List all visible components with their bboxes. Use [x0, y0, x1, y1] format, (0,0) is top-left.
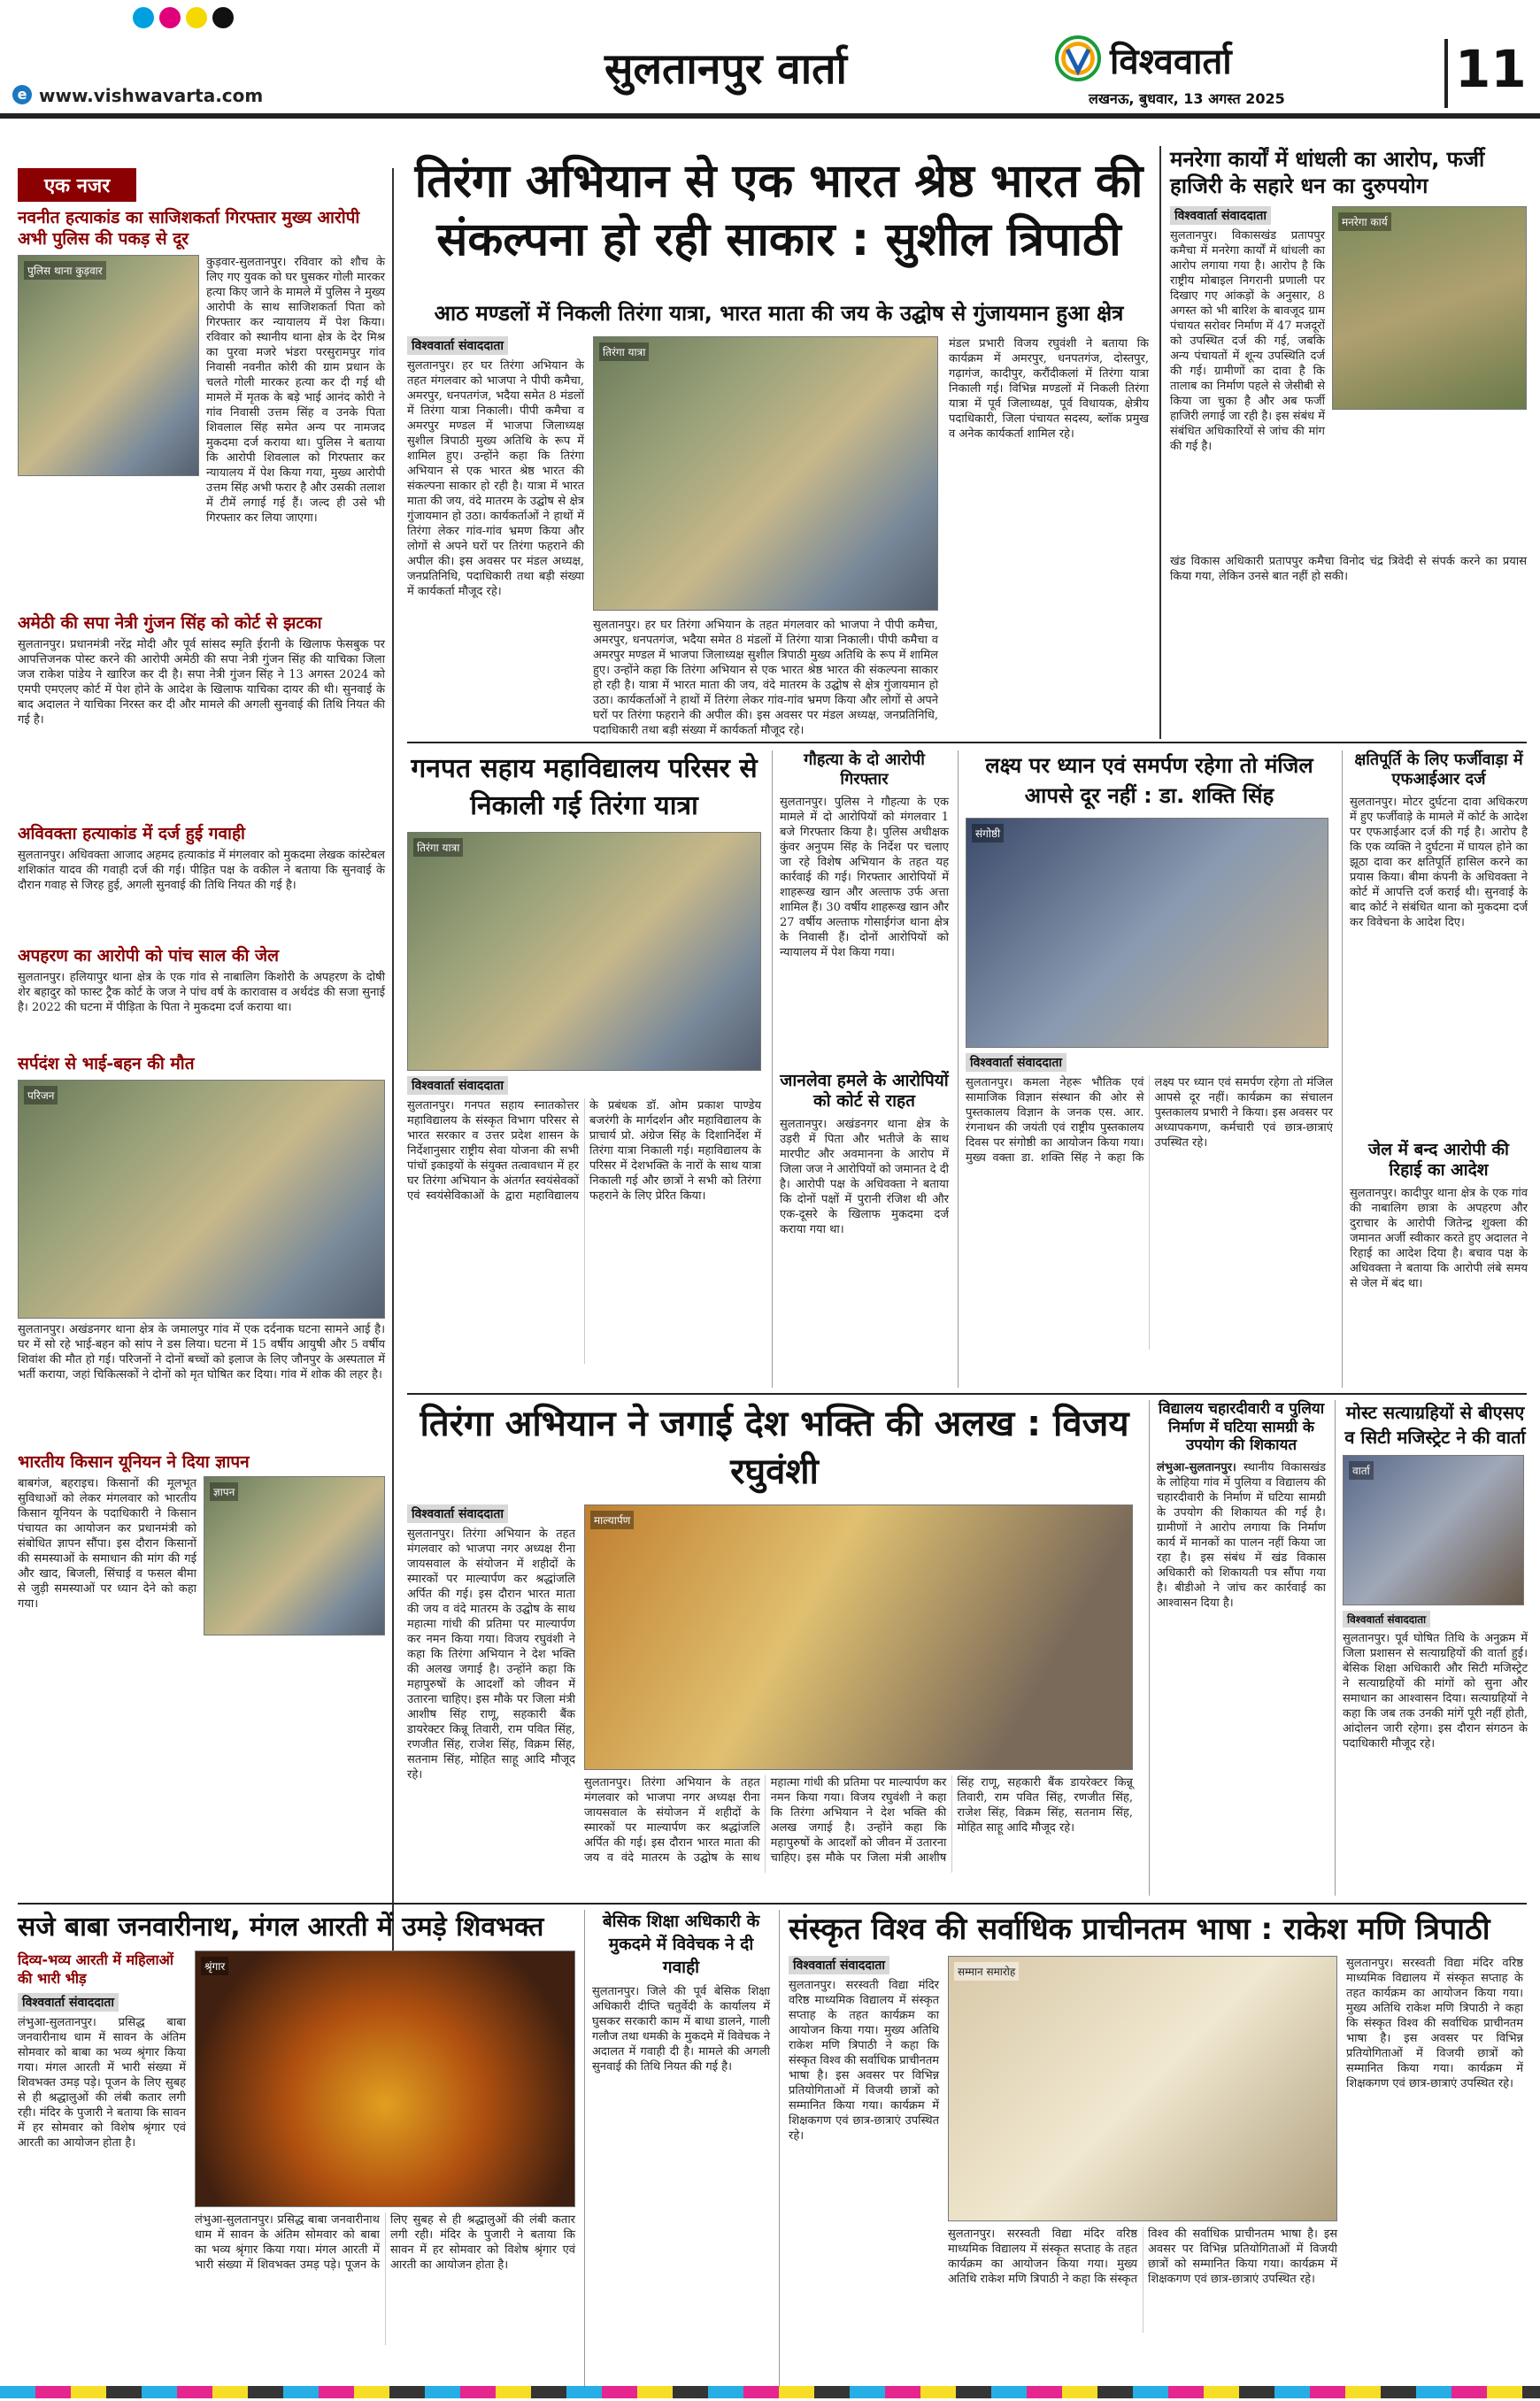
page-number: 11 [1455, 39, 1527, 99]
raghuvanshi-body: सुलतानपुर। तिरंगा अभियान के तहत मंगलवार को भाजपा नगर अध्यक्ष रीना जायसवाल के संयोजन में शहीदों के स्मारकों पर माल्यार्पण कर श्रद्धांजलि अर्पित की गई। इस दौरान भारत माता की जय व वंदे मातरम के उद्घोष के साथ महात्मा गांधी की प्रतिमा पर माल्यार्पण कर नमन किया गया। विजय रघुवंशी ने कहा कि तिरंगा अभियान ने देश भक्ति की अलख जगाई है। उन्होंने कहा कि महापुरुषों के आदर्शों को जीवन में उतारना चाहिए। इस मौके पर जिला मंत्री आशीष सिंह राणू, सहकारी बैंक डायरेक्टर किन्नू तिवारी, राम पवित सिंह, रणजीत सिंह, राजेश सिंह, विक्रम सिंह, सतनाम सिंह, मोहित साहू आदि मौजूद रहे। [407, 1528, 575, 1782]
story-advocate-headline: अविवक्ता हत्याकांड में दर्ज हुई गवाही [18, 824, 245, 843]
paper-name: विश्ववार्ता [1110, 41, 1232, 82]
story-kisan-photo [204, 1476, 385, 1635]
photo-caption: पुलिस थाना कुड़वार [24, 261, 106, 280]
registration-mark-magenta [159, 7, 181, 28]
masthead-rule [0, 113, 1540, 119]
kshatipurti-headline: क्षतिपूर्ति के लिए फर्जीवाड़ा में एफआईआर दर्ज [1354, 750, 1523, 789]
vidyalay-dateline: लंभुआ-सुलतानपुर। [1157, 1461, 1236, 1475]
manrega-photo [1332, 206, 1527, 410]
vidyalay-body: स्थानीय विकासखंड के लोहिया गांव में पुलिया व विद्यालय की चहारदीवारी के निर्माण में घटिया सामग्री के उपयोग की शिकायत की गई है। ग्रामीणों ने आरोप लगाया कि निर्माण कार्य में मानकों का पालन नहीं किया जा रहा है। इस संबंध में खंड विकास अधिकारी को शिकायती पत्र सौंपा गया है। बीडीओ ने जांच कर कार्रवाई का आश्वासन दिया है। [1157, 1461, 1326, 1611]
lead-headline: तिरंगा अभियान से एक भारत श्रेष्ठ भारत की संकल्पना हो रही साकार : सुशील त्रिपाठी [414, 155, 1143, 266]
shakti-byline: विश्ववार्ता संवाददाता [966, 1053, 1066, 1072]
shakti-photo [966, 818, 1328, 1048]
raghuvanshi-headline: तिरंगा अभियान ने जगाई देश भक्ति की अलख : विजय रघुवंशी [420, 1404, 1129, 1492]
lead-body-col1: सुलतानपुर। हर घर तिरंगा अभियान के तहत मंगलवार को भाजपा ने पीपी कमैचा, अमरपुर, धनपतगंज, भदैया समेत 8 मंडलों में तिरंगा यात्रा निकाली। पीपी कमैचा व अमरपुर मण्डल में भाजपा जिलाध्यक्ष सुशील त्रिपाठी मुख्य अतिथि के रूप में शामिल हुए। उन्होंने कहा कि तिरंगा अभियान से एक भारत श्रेष्ठ भारत की संकल्पना साकार हो रही है। यात्रा में भारत माता की जय, वंदे मातरम के उद्घोष से क्षेत्र गुंजायमान हो उठा। कार्यकर्ताओं ने हाथों में तिरंगा लेकर गांव-गांव भ्रमण किया और लोगों से अपने घरों पर तिरंगा फहराने की अपील की। इस अवसर पर मंडल अध्यक्ष, जनप्रतिनिधि, पदाधिकारी तथा बड़ी संख्या में कार्यकर्ता मौजूद रहे। [407, 359, 584, 598]
janleva-headline: जानलेवा हमले के आरोपियों को कोर्ट से राहत [780, 1070, 949, 1112]
lead-body-col3: मंडल प्रभारी विजय रघुवंशी ने बताया कि कार्यक्रम में अमरपुर, धनपतगंज, दोस्तपुर, गढ़ागंज, कादीपुर, करौंदीकलां में तिरंगा यात्रा निकाली गई। विभिन्न मण्डलों में निकली तिरंगा यात्रा में पूर्व जिलाध्यक्ष, पूर्व विधायक, क्षेत्रीय पदाधिकारी, जिला पंचायत सदस्य, ब्लॉक प्रमुख व अनेक कार्यकर्ता शामिल रहे। [949, 337, 1149, 441]
registration-mark-black [212, 7, 234, 28]
bsa-headline: बेसिक शिक्षा अधिकारी के मुकदमे में विवेचक ने दी गवाही [602, 1912, 760, 1977]
raghuvanshi-body-below: सुलतानपुर। तिरंगा अभियान के तहत मंगलवार को भाजपा नगर अध्यक्ष रीना जायसवाल के संयोजन में शहीदों के स्मारकों पर माल्यार्पण कर श्रद्धांजलि अर्पित की गई। इस दौरान भारत माता की जय व वंदे मातरम के उद्घोष के साथ महात्मा गांधी की प्रतिमा पर माल्यार्पण कर नमन किया गया। विजय रघुवंशी ने कहा कि तिरंगा अभियान ने देश भक्ति की अलख जगाई है। उन्होंने कहा कि महापुरुषों के आदर्शों को जीवन में उतारना चाहिए। इस मौके पर जिला मंत्री आशीष सिंह राणू, सहकारी बैंक डायरेक्टर किन्नू तिवारी, राम पवित सिंह, रणजीत सिंह, राजेश सिंह, विक्रम सिंह, सतनाम सिंह, मोहित साहू आदि मौजूद रहे। [584, 1776, 1133, 1865]
registration-mark-yellow [186, 7, 207, 28]
photo-caption: तिरंगा यात्रा [599, 342, 649, 361]
color-bar [0, 2386, 1540, 2398]
story-shakti [958, 750, 1333, 1388]
vidyalay-body-prefix [1157, 1460, 1326, 1867]
website-icon: e [12, 85, 32, 104]
photo-caption: सम्मान समारोह [954, 1962, 1019, 1981]
photo-caption: माल्यार्पण [590, 1511, 634, 1529]
gauhatya-body: सुलतानपुर। पुलिस ने गौहत्या के एक मामले में दो आरोपियों को मंगलवार 1 बजे गिरफ्तार किया है। पुलिस अधीक्षक कुंवर अनुपम सिंह के निर्देश पर चलाए जा रहे विशेष अभियान के तहत यह कार्रवाई की गई। गिरफ्तार आरोपियों में शाहरूख खान और अल्ताफ उर्फ अत्ता शामिल हैं। 30 वर्षीय शाहरूख खान और 27 वर्षीय अल्ताफ गोसाईगंज थाना क्षेत्र के निवासी हैं। दोनों आरोपियों को न्यायालय में पेश किया गया। [780, 795, 949, 959]
ganpat-headline: गनपत सहाय महाविद्यालय परिसर से निकाली गई तिरंगा यात्रा [411, 753, 758, 821]
gauhatya-headline: गौहत्या के दो आरोपी गिरफ्तार [804, 750, 925, 789]
manrega-footer: खंड विकास अधिकारी प्रतापपुर कमैचा विनोद चंद्र त्रिवेदी से संपर्क करने का प्रयास किया गया, लेकिन उनसे बात नहीं हो सकी। [1170, 555, 1527, 583]
story-gunjan-headline: अमेठी की सपा नेत्री गुंजन सिंह को कोर्ट से झटका [18, 613, 322, 633]
website-link[interactable]: www.vishwavarta.com [39, 85, 264, 106]
photo-caption: ज्ञापन [210, 1482, 238, 1501]
section-divider [18, 1903, 1527, 1905]
story-kisan-headline: भारतीय किसान यूनियन ने दिया ज्ञापन [18, 1452, 250, 1472]
left-column-header: एक नजर [18, 168, 136, 202]
baba-body-below: लंभुआ-सुलतानपुर। प्रसिद्ध बाबा जनवारीनाथ धाम में सावन के अंतिम सोमवार को बाबा का भव्य श्रृंगार किया गया। मंगल आरती में भारी संख्या में शिवभक्त उमड़ पड़े। पूजन के लिए सुबह से ही श्रद्धालुओं की लंबी कतार लगी रही। मंदिर के पुजारी ने बताया कि सावन में हर सोमवार को विशेष श्रृंगार एवं आरती का आयोजन होता है। [195, 2213, 575, 2272]
sanskrit-body-col3: सुलतानपुर। सरस्वती विद्या मंदिर वरिष्ठ माध्यमिक विद्यालय में संस्कृत सप्ताह के तहत कार्यक्रम का आयोजन किया गया। मुख्य अतिथि राकेश मणि त्रिपाठी ने कहा कि संस्कृत विश्व की सर्वाधिक प्राचीनतम भाषा है। इस अवसर पर विभिन्न प्रतियोगिताओं में विजयी छात्रों को सम्मानित किया गया। कार्यक्रम में शिक्षकगण एवं छात्र-छात्राएं उपस्थित रहे। [1346, 1957, 1523, 2090]
shakti-headline: लक्ष्य पर ध्यान एवं समर्पण रहेगा तो मंजिल आपसे दूर नहीं : डा. शक्ति सिंह [985, 753, 1313, 808]
story-kshatipurti [1342, 750, 1528, 1388]
story-vidyalay [1149, 1400, 1326, 1896]
janleva-body: सुलतानपुर। अखंडनगर थाना क्षेत्र के उड़री में पिता और भतीजे के साथ मारपीट और अवमानना के आरोप में जिला जज ने आरोपियों को जमानत दे दी है। आरोपी पक्ष के अधिवक्ता ने बताया कि दोनों पक्षों में पुरानी रंजिश थी और एक-दूसरे के खिलाफ मुकदमा दर्ज कराया गया था। [780, 1118, 949, 1237]
section-title: सुलतानपुर वार्ता [604, 44, 847, 94]
baba-byline: विश्ववार्ता संवाददाता [18, 1993, 119, 2012]
story-advocate-body: सुलतानपुर। अधिवक्ता आजाद अहमद हत्याकांड में मंगलवार को मुकदमा लेखक कांस्टेबल शशिकांत यादव की गवाही दर्ज की गई। पीड़ित पक्ष के वकील ने बताया कि सुनवाई के दौरान गवाह से जिरह हुई, अगली सुनवाई की तिथि नियत की गई है। [18, 849, 385, 892]
story-navneet-photo [18, 255, 199, 476]
sanskrit-headline: संस्कृत विश्व की सर्वाधिक प्राचीनतम भाषा : राकेश मणि त्रिपाठी [789, 1912, 1490, 1947]
ganpat-photo [407, 832, 761, 1071]
satyagrahi-photo [1343, 1455, 1524, 1605]
satyagrahi-headline: मोस्ट सत्याग्रहियों से बीएसए व सिटी मजिस्ट्रेट ने की वार्ता [1344, 1402, 1526, 1448]
ganpat-byline: विश्ववार्ता संवाददाता [407, 1076, 508, 1095]
photo-caption: मनरेगा कार्य [1338, 212, 1391, 231]
sanskrit-photo [948, 1956, 1337, 2221]
jail-headline: जेल में बन्द आरोपी की रिहाई का आदेश [1368, 1139, 1509, 1181]
story-snakebite-headline: सर्पदंश से भाई-बहन की मौत [18, 1054, 195, 1074]
lead-byline: विश्ववार्ता संवाददाता [407, 336, 508, 355]
shakti-body: सुलतानपुर। कमला नेहरू भौतिक एवं सामाजिक विज्ञान संस्थान की ओर से पुस्तकालय विज्ञान के जनक एस. आर. रंगनाथन की जयंती एवं राष्ट्रीय पुस्तकालय दिवस पर संगोष्ठी का आयोजन किया गया। मुख्य वक्ता डा. शक्ति सिंह ने कहा कि लक्ष्य पर ध्यान एवं समर्पण रहेगा तो मंजिल आपसे दूर नहीं। कार्यक्रम का संचालन पुस्तकालय प्रभारी ने किया। इस अवसर पर अध्यापकगण, कर्मचारी एवं छात्र-छात्राएं उपस्थित रहे। [966, 1076, 1333, 1165]
raghuvanshi-photo [584, 1504, 1133, 1770]
right-column-top [1159, 146, 1527, 739]
story-sanskrit [779, 1910, 1527, 2388]
lead-story-block [407, 336, 1151, 735]
section-divider [407, 1393, 1527, 1395]
manrega-byline: विश्ववार्ता संवाददाता [1170, 206, 1271, 225]
raghuvanshi-byline: विश्ववार्ता संवाददाता [407, 1504, 508, 1523]
jail-body: सुलतानपुर। कादीपुर थाना क्षेत्र के एक गांव की नाबालिग छात्रा के अपहरण और दुराचार के आरोपी जितेन्द्र शुक्ला की जमानत अर्जी स्वीकार करते हुए अदालत ने रिहाई का आदेश दिया है। बचाव पक्ष के अधिवक्ता ने बताया कि आरोपी लंबे समय से जेल में बंद था। [1350, 1187, 1528, 1291]
sanskrit-body-below: सुलतानपुर। सरस्वती विद्या मंदिर वरिष्ठ माध्यमिक विद्यालय में संस्कृत सप्ताह के तहत कार्यक्रम का आयोजन किया गया। मुख्य अतिथि राकेश मणि त्रिपाठी ने कहा कि संस्कृत विश्व की सर्वाधिक प्राचीनतम भाषा है। इस अवसर पर विभिन्न प्रतियोगिताओं में विजयी छात्रों को सम्मानित किया गया। कार्यक्रम में शिक्षकगण एवं छात्र-छात्राएं उपस्थित रहे। [948, 2228, 1337, 2286]
story-raghuvanshi [407, 1400, 1142, 1896]
bsa-body: सुलतानपुर। जिले की पूर्व बेसिक शिक्षा अधिकारी दीप्ति चतुर्वेदी के कार्यालय में घुसकर सरकारी काम में बाधा डालने, गाली गलौज तथा धमकी के मुकदमे में विवेचक ने अदालत में गवाही दी है। मामले की अगली सुनवाई की तिथि नियत की गई है। [592, 1985, 770, 2074]
story-ganpat [407, 750, 761, 1388]
satyagrahi-body: सुलतानपुर। पूर्व घोषित तिथि के अनुक्रम में जिला प्रशासन से सत्याग्रहियों की वार्ता हुई। बेसिक शिक्षा अधिकारी और सिटी मजिस्ट्रेट ने सत्याग्रहियों की मांगों को सुना और समाधान का आश्वासन दिया। सत्याग्रहियों ने कहा कि जब तक उनकी मांगें पूरी नहीं होती, आंदोलन जारी रहेगा। इस दौरान संगठन के पदाधिकारी मौजूद रहे। [1343, 1632, 1528, 1751]
place-date: लखनऊ, बुधवार, 13 अगस्त 2025 [1089, 90, 1285, 107]
sanskrit-body: सुलतानपुर। सरस्वती विद्या मंदिर वरिष्ठ माध्यमिक विद्यालय में संस्कृत सप्ताह के तहत कार्यक्रम का आयोजन किया गया। मुख्य अतिथि राकेश मणि त्रिपाठी ने कहा कि संस्कृत विश्व की सर्वाधिक प्राचीनतम भाषा है। इस अवसर पर विभिन्न प्रतियोगिताओं में विजयी छात्रों को सम्मानित किया गया। कार्यक्रम में शिक्षकगण एवं छात्र-छात्राएं उपस्थित रहे। [789, 1979, 939, 2143]
manrega-headline: मनरेगा कार्यों में धांधली का आरोप, फर्जी हाजिरी के सहारे धन का दुरुपयोग [1170, 147, 1485, 198]
story-snakebite-photo [18, 1080, 385, 1319]
section-divider [407, 742, 1527, 743]
baba-headline: सजे बाबा जनवारीनाथ, मंगल आरती में उमड़े शिवभक्त [18, 1912, 544, 1943]
photo-caption: संगोष्ठी [972, 824, 1004, 843]
lead-subhead: आठ मण्डलों में निकली तिरंगा यात्रा, भारत माता की जय के उद्घोष से गुंजायमान हुआ क्षेत्र [434, 301, 1124, 326]
ganpat-body: सुलतानपुर। गनपत सहाय स्नातकोत्तर महाविद्यालय के संस्कृत विभाग परिसर से भारत सरकार व उत्तर प्रदेश शासन के निर्देशानुसार राष्ट्रीय सेवा योजना की सभी पांचों इकाइयों के संयुक्त तत्वावधान में हर घर तिरंगा अभियान के अंतर्गत स्वयंसेवकों एवं स्वयंसेविकाओं के द्वारा महाविद्यालय के प्रबंधक डॉ. ओम प्रकाश पाण्डेय बजरंगी के मार्गदर्शन और महाविद्यालय के प्राचार्य प्रो. अंग्रेज सिंह के दिशानिर्देश में तिरंगा यात्रा निकाली गई। महाविद्यालय के परिसर में देशभक्ति के नारों के साथ यात्रा निकाली गई और छात्रों ने सभी को तिरंगा फहराने के लिए प्रेरित किया। [407, 1099, 761, 1203]
registration-mark-cyan [133, 7, 154, 28]
story-navneet-body: कुड़वार-सुलतानपुर। रविवार को शौच के लिए गए युवक को घर घुसकर गोली मारकर हत्या किए जाने के मामले में पुलिस ने मुख्य आरोपी के साथ साजिशकर्ता पिता को गिरफ्तार कर न्यायालय में पेश किया। रविवार को स्थानीय थाना क्षेत्र के देर मिश्र का पुरवा मजरे भंडरा परसुरामपुर गांव निवासी नवनीत कोरी की ग्राम प्रधान के चलते गोली मारकर हत्या कर दी गई थी मामले में मृतक के बड़े भाई आनंद कोरी ने गांव निवासी उत्तम सिंह व उनके पिता शिवलाल सिंह समेत अन्य पर नामजद मुकदमा दर्ज कराया था। पुलिस ने बताया कि आरोपी शिवलाल को गिरफ्तार कर न्यायालय में पेश किया गया, मुख्य आरोपी उत्तम सिंह अभी फरार है और उसकी तलाश में टीमें लगाई गई हैं। जल्द ही उसे भी गिरफ्तार कर लिया जाएगा। [206, 256, 385, 525]
photo-caption: परिजन [24, 1086, 58, 1104]
story-snakebite-body: सुलतानपुर। अखंडनगर थाना क्षेत्र के जमालपुर गांव में एक दर्दनाक घटना सामने आई है। घर में सो रहे भाई-बहन को सांप ने डस लिया। घटना में 15 वर्षीय आयुषी और 5 वर्षीय शिवांश की मौत हो गई। परिजनों ने दोनों बच्चों को इलाज के लिए जौनपुर के अस्पताल में भर्ती कराया, जहां चिकित्सकों ने दोनों को मृत घोषित कर दिया। गांव में शोक की लहर है। [18, 1323, 385, 1381]
manrega-body: सुलतानपुर। विकासखंड प्रतापपुर कमैचा में मनरेगा कार्यों में धांधली का आरोप लगाया गया है। आरोप है कि राष्ट्रीय मोबाइल निगरानी प्रणाली पर दिखाए गए आंकड़ों के अनुसार, 8 अगस्त को भी बारिश के बावजूद ग्राम पंचायत सरोवर निर्माण में 47 मजदूरों को उपस्थित दर्ज की गई, जबकि अन्य पंचायतों में शून्य उपस्थिति दर्ज की गई। ग्रामीणों का दावा है कि तालाब का निर्माण पहले से जेसीबी से किया जा चुका है और अब फर्जी हाजिरी लगाई जा रही है। इस संबंध में संबंधित अधिकारियों से जांच की मांग की गई है। [1170, 229, 1325, 453]
photo-caption: श्रृंगार [201, 1957, 228, 1975]
lead-body-below-photo: सुलतानपुर। हर घर तिरंगा अभियान के तहत मंगलवार को भाजपा ने पीपी कमैचा, अमरपुर, धनपतगंज, भदैया समेत 8 मंडलों में तिरंगा यात्रा निकाली। पीपी कमैचा व अमरपुर मण्डल में भाजपा जिलाध्यक्ष सुशील त्रिपाठी मुख्य अतिथि के रूप में शामिल हुए। उन्होंने कहा कि तिरंगा अभियान से एक भारत श्रेष्ठ भारत की संकल्पना साकार हो रही है। यात्रा में भारत माता की जय, वंदे मातरम के उद्घोष से क्षेत्र गुंजायमान हो उठा। कार्यकर्ताओं ने हाथों में तिरंगा लेकर गांव-गांव भ्रमण किया और लोगों से अपने घरों पर तिरंगा फहराने की अपील की। इस अवसर पर मंडल अध्यक्ष, जनप्रतिनिधि, पदाधिकारी तथा बड़ी संख्या में कार्यकर्ता मौजूद रहे। [593, 619, 938, 737]
story-baba [18, 1910, 575, 2388]
logo-icon [1055, 35, 1101, 81]
baba-body: लंभुआ-सुलतानपुर। प्रसिद्ध बाबा जनवारीनाथ धाम में सावन के अंतिम सोमवार को बाबा का भव्य श्रृंगार किया गया। मंगल आरती में भारी संख्या में शिवभक्त उमड़ पड़े। पूजन के लिए सुबह से ही श्रद्धालुओं की लंबी कतार लगी रही। मंदिर के पुजारी ने बताया कि सावन में हर सोमवार को विशेष श्रृंगार एवं आरती का आयोजन होता है। [18, 2016, 186, 2150]
story-apharan-body: सुलतानपुर। हलियापुर थाना क्षेत्र के एक गांव से नाबालिग किशोरी के अपहरण के दोषी शेर बहादुर को फास्ट ट्रैक कोर्ट के जज ने पांच वर्ष के कारावास व अर्थदंड की सजा सुनाई है। 2022 की घटना में पीड़िता के पिता ने मुकदमा दर्ज कराया था। [18, 971, 385, 1014]
baba-photo [195, 1951, 575, 2207]
story-navneet-headline: नवनीत हत्याकांड का साजिशकर्ता गिरफ्तार मुख्य आरोपी अभी पुलिस की पकड़ से दूर [18, 208, 360, 249]
kshatipurti-body: सुलतानपुर। मोटर दुर्घटना दावा अधिकरण में हुए फर्जीवाड़े के मामले में कोर्ट के आदेश पर एफआईआर दर्ज की गई है। आरोप है कि एक व्यक्ति ने दुर्घटना में घायल होने का झूठा दावा कर क्षतिपूर्ति हासिल करने का प्रयास किया। बीमा कंपनी के अधिवक्ता ने कोर्ट में आपत्ति दर्ज कराई थी। सुनवाई के बाद कोर्ट ने संबंधित थाना को मुकदमा दर्ज कर विवेचना के आदेश दिए। [1350, 795, 1528, 929]
photo-caption: वार्ता [1349, 1461, 1374, 1480]
left-column [18, 168, 394, 2204]
page-number-divider [1444, 39, 1448, 108]
vidyalay-headline: विद्यालय चहारदीवारी व पुलिया निर्माण में घटिया सामग्री के उपयोग की शिकायत [1158, 1400, 1325, 1455]
satyagrahi-byline: विश्ववार्ता संवाददाता [1343, 1611, 1430, 1628]
story-apharan-headline: अपहरण का आरोपी को पांच साल की जेल [18, 946, 279, 966]
photo-caption: तिरंगा यात्रा [413, 838, 463, 857]
baba-subhead: दिव्य-भव्य आरती में महिलाओं की भारी भीड़ [18, 1951, 174, 1987]
story-gauhatya [772, 750, 949, 1388]
story-bsa [584, 1910, 770, 2388]
sanskrit-byline: विश्ववार्ता संवाददाता [789, 1956, 889, 1974]
lead-photo [593, 336, 938, 611]
story-kisan-body: बाबगंज, बहराइच। किसानों की मूलभूत सुविधाओं को लेकर मंगलवार को भारतीय किसान यूनियन के पदाधिकारी ने किसान पंचायत का आयोजन कर प्रधानमंत्री को संबोधित ज्ञापन सौंपा। इस दौरान किसानों की समस्याओं के समाधान की मांग की गई और खाद, बिजली, सिंचाई व फसल बीमा से जुड़ी समस्याओं पर ध्यान देने को कहा गया। [18, 1477, 196, 1611]
story-gunjan-body: सुलतानपुर। प्रधानमंत्री नरेंद्र मोदी और पूर्व सांसद स्मृति ईरानी के खिलाफ फेसबुक पर आपत्तिजनक पोस्ट करने की आरोपी अमेठी की सपा नेत्री गुंजन सिंह की याचिका जिला जज राकेश पांडेय ने खारिज कर दी है। सपा नेत्री गुंजन सिंह ने 13 अगस्त 2024 को एमपी एमएलए कोर्ट में पेश होने के आदेश के खिलाफ याचिका दायर की थी। सुनवाई के बाद अदालत ने याचिका निरस्त कर दी और मामले की अगली सुनवाई की तिथि नियत की गई है। [18, 638, 385, 727]
story-satyagrahi [1335, 1400, 1528, 1896]
